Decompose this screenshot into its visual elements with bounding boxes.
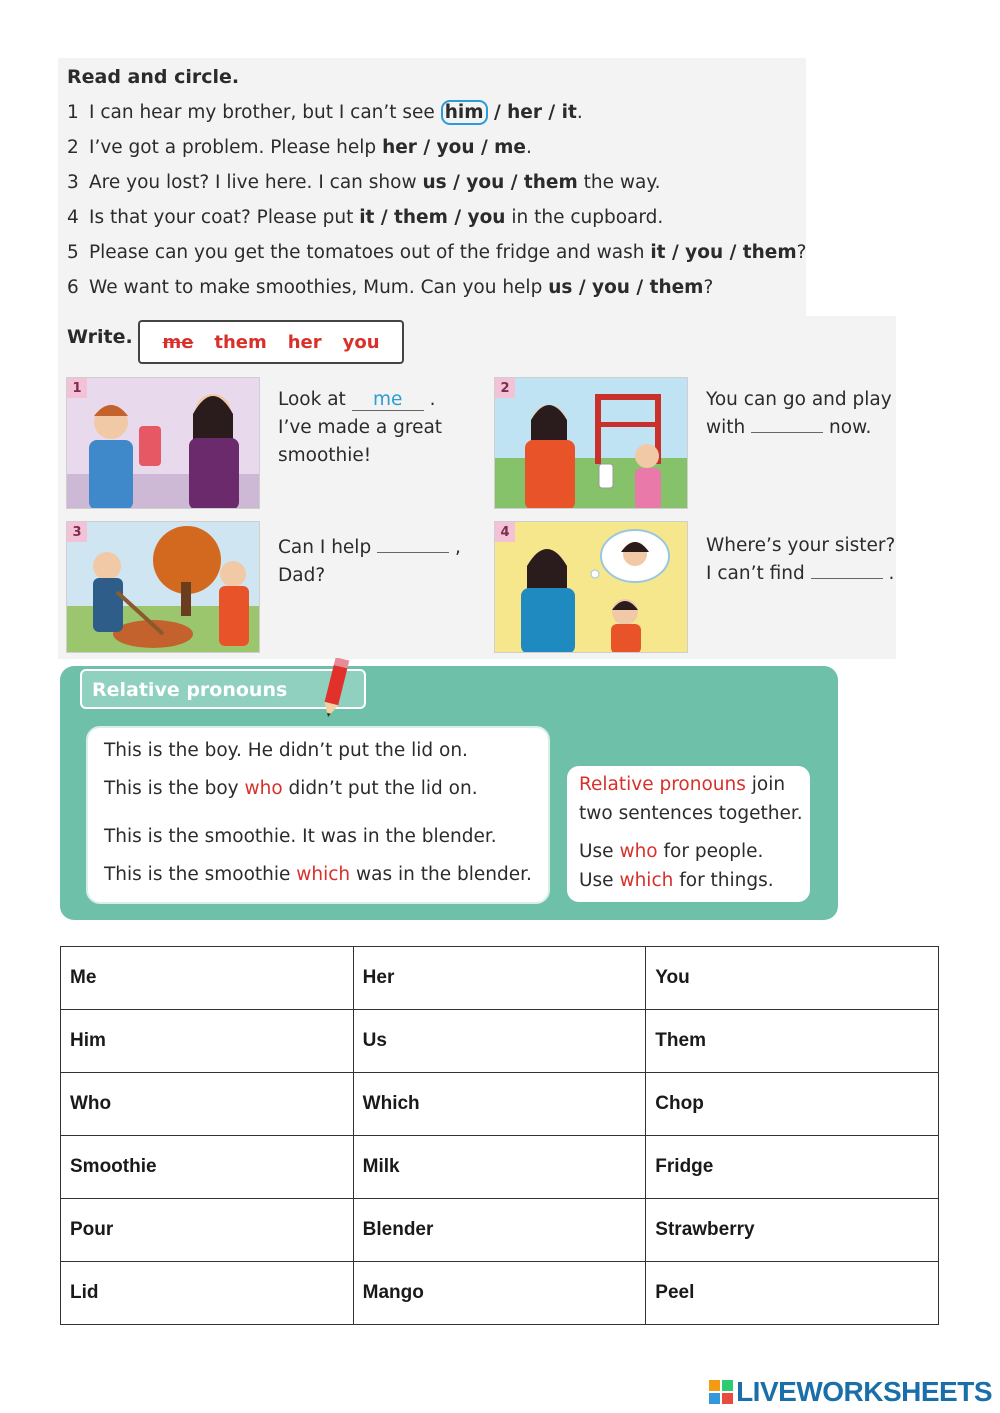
table-cell: Her [353, 947, 646, 1010]
thinking-of-sister-illustration [495, 522, 688, 653]
word-box-word: you [342, 331, 380, 353]
answer-blank-4[interactable] [811, 578, 883, 579]
caption-text: I’ve made a great [278, 417, 443, 438]
table-cell: You [646, 947, 939, 1010]
caption-text: . [423, 389, 436, 410]
pronoun-option[interactable]: them [649, 277, 704, 298]
pronoun-option[interactable]: you [592, 277, 630, 298]
logo-text: LIVEWORKSHEETS [736, 1376, 992, 1407]
table-row [61, 1262, 939, 1325]
table-cell: Who [61, 1073, 354, 1136]
question-text: the way. [577, 172, 661, 193]
pronoun-option[interactable]: them [394, 207, 448, 228]
table-row [61, 947, 939, 1010]
circle-question-6 [67, 277, 713, 298]
option-separator: / [446, 172, 467, 193]
table-row [61, 1136, 939, 1199]
caption-text: . [882, 563, 895, 584]
option-separator: / [447, 207, 468, 228]
panel-number: 4 [495, 522, 515, 542]
caption-text: You can go and play [706, 389, 892, 410]
caption-text: Where’s your sister? [706, 535, 896, 556]
table-cell: Fridge [646, 1136, 939, 1199]
question-number: 4 [67, 207, 79, 228]
question-text: . [525, 137, 532, 158]
panel-number: 2 [495, 378, 515, 398]
pencil-icon [318, 658, 352, 720]
caption-text: , [449, 537, 461, 558]
write-title: Write. [67, 326, 133, 348]
table-cell: Pour [61, 1199, 354, 1262]
raking-leaves-illustration [67, 522, 260, 653]
boy-with-smoothie-illustration [67, 378, 260, 509]
question-text: We want to make smoothies, Mum. Can you help [89, 277, 549, 298]
circle-question-2 [67, 137, 532, 158]
relative-pronouns-section [60, 666, 838, 920]
rule-line-3: Use who for people. [579, 841, 764, 862]
pronoun-option[interactable]: you [685, 242, 724, 263]
rule-line-4: Use which for things. [579, 870, 774, 891]
caption-text: now. [823, 417, 872, 438]
caption-text: smoothie! [278, 445, 372, 466]
pronoun-option[interactable]: us [548, 277, 573, 298]
word-box-word: her [287, 331, 322, 353]
question-text: I can hear my brother, but I can’t see [89, 102, 441, 123]
picture-panel-3 [66, 521, 260, 653]
example-line-4: This is the smoothie which was in the blender. [104, 864, 532, 885]
table-cell: Us [353, 1010, 646, 1073]
answer-blank-3[interactable] [377, 552, 449, 553]
answer-blank-1[interactable]: me [352, 390, 424, 411]
table-cell: Them [646, 1010, 939, 1073]
question-text: I’ve got a problem. Please help [89, 137, 383, 158]
word-box-word: me [162, 331, 194, 353]
pronoun-option[interactable]: her [507, 102, 542, 123]
question-number: 3 [67, 172, 79, 193]
option-separator: / [487, 102, 508, 123]
word-box-word: them [214, 331, 267, 353]
relative-pronouns-title: Relative pronouns [80, 669, 366, 709]
question-text: Is that your coat? Please put [89, 207, 360, 228]
answer-blank-2[interactable] [751, 432, 823, 433]
option-separator: / [374, 207, 395, 228]
pronoun-option[interactable]: it [561, 102, 577, 123]
caption-text: Dad? [278, 565, 326, 586]
caption-text: with [706, 417, 752, 438]
table-cell: Me [61, 947, 354, 1010]
circle-question-3 [67, 172, 661, 193]
table-row [61, 1073, 939, 1136]
relative-rule-box [567, 766, 810, 902]
option-separator: / [541, 102, 562, 123]
question-text: ? [796, 242, 807, 263]
pronoun-option[interactable]: it [650, 242, 666, 263]
circle-question-5 [67, 242, 806, 263]
question-text: Are you lost? I live here. I can show [89, 172, 423, 193]
pronoun-option[interactable]: her [382, 137, 417, 158]
option-separator: / [504, 172, 524, 193]
pronoun-option[interactable]: us [422, 172, 447, 193]
option-separator: / [629, 277, 650, 298]
question-number: 2 [67, 137, 79, 158]
pronoun-option[interactable]: them [742, 242, 797, 263]
table-row [61, 1010, 939, 1073]
option-separator: / [572, 277, 593, 298]
pronoun-option[interactable]: him [441, 100, 488, 125]
table-cell: Which [353, 1073, 646, 1136]
rule-line-1: Relative pronouns join [579, 774, 786, 795]
panel-number: 3 [67, 522, 87, 542]
caption-text: Look at [278, 389, 352, 410]
picture-panel-1 [66, 377, 260, 509]
table-cell: Him [61, 1010, 354, 1073]
question-number: 6 [67, 277, 79, 298]
question-number: 1 [67, 102, 79, 123]
playground-illustration [495, 378, 688, 509]
pronoun-option[interactable]: them [523, 172, 578, 193]
pronoun-option[interactable]: you [436, 137, 475, 158]
caption-text: Can I help [278, 537, 378, 558]
table-cell: Blender [353, 1199, 646, 1262]
example-line-3: This is the smoothie. It was in the blender. [104, 826, 497, 847]
panel-3-caption [278, 534, 461, 590]
panel-4-caption [706, 532, 895, 588]
liveworksheets-logo [708, 1376, 992, 1408]
table-cell: Mango [353, 1262, 646, 1325]
table-cell: Peel [646, 1262, 939, 1325]
option-separator: / [416, 137, 437, 158]
rule-line-2: two sentences together. [579, 803, 803, 824]
option-separator: / [474, 137, 495, 158]
question-text: Please can you get the tomatoes out of the fridge and wash [89, 242, 651, 263]
example-line-2: This is the boy who didn’t put the lid on. [104, 778, 478, 799]
panel-2-caption [706, 386, 892, 442]
pronoun-option[interactable]: you [467, 207, 506, 228]
table-cell: Chop [646, 1073, 939, 1136]
panel-number: 1 [67, 378, 87, 398]
question-number: 5 [67, 242, 79, 263]
logo-grid-icon [708, 1379, 734, 1405]
question-text: . [576, 102, 583, 123]
table-cell: Strawberry [646, 1199, 939, 1262]
word-box [138, 320, 404, 364]
circle-question-1 [67, 102, 583, 123]
circle-title: Read and circle. [67, 66, 240, 88]
panel-1-caption [278, 386, 442, 470]
pronoun-option[interactable]: it [359, 207, 375, 228]
pronoun-option[interactable]: me [494, 137, 526, 158]
vocabulary-table [60, 946, 939, 1325]
option-separator: / [665, 242, 686, 263]
table-cell: Lid [61, 1262, 354, 1325]
pronoun-option[interactable]: you [466, 172, 505, 193]
picture-panel-2 [494, 377, 688, 509]
write-section [58, 316, 896, 659]
table-row [61, 1199, 939, 1262]
circle-question-4 [67, 207, 663, 228]
example-line-1: This is the boy. He didn’t put the lid on. [104, 740, 468, 761]
caption-text: I can’t find [706, 563, 811, 584]
table-cell: Milk [353, 1136, 646, 1199]
question-text: ? [703, 277, 714, 298]
read-and-circle-section [58, 58, 806, 316]
relative-examples-box [86, 726, 550, 904]
table-cell: Smoothie [61, 1136, 354, 1199]
picture-panel-4 [494, 521, 688, 653]
option-separator: / [723, 242, 743, 263]
question-text: in the cupboard. [505, 207, 664, 228]
